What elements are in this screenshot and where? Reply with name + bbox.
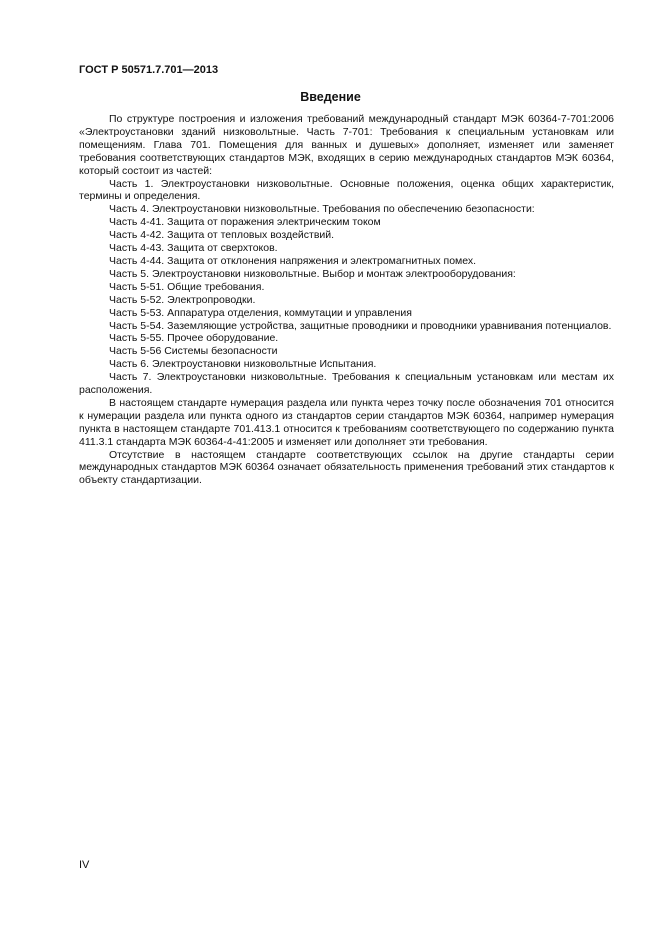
list-item: Часть 4-43. Защита от сверхтоков.	[109, 242, 278, 255]
list-item: Часть 7. Электроустановки низковольтные. Требования к специальным установкам или местам их расположения.	[79, 371, 614, 397]
list-item: Часть 4-41. Защита от поражения электрическим током	[109, 216, 381, 229]
list-item: Часть 5-53. Аппаратура отделения, коммутации и управления	[109, 306, 412, 319]
intro-paragraph: По структуре построения и изложения требований международный стандарт МЭК 60364-7-701:2006 «Электроустановки зданий низковольтные. Часть 7-701: Требования к специальным установкам или помещениям. Глава 701. Помещения для ванных и душевых» дополняет, изменяет или заменяет требования соответствующих стандартов МЭК, входящих в серию международных стандартов МЭК 60364, который состоит из частей:	[79, 113, 614, 177]
list-item: Часть 1. Электроустановки низковольтные. Основные положения, оценка общих характеристик, термины и определения.	[79, 177, 614, 203]
section-title: Введение	[300, 90, 361, 104]
list-item: Часть 5-51. Общие требования.	[109, 280, 265, 293]
list-item: Часть 4-42. Защита от тепловых воздействий.	[109, 229, 335, 242]
page-number: IV	[79, 859, 90, 871]
list-item: Часть 5. Электроустановки низковольтные. Выбор и монтаж электрооборудования:	[109, 267, 516, 280]
list-item: Часть 5-56 Системы безопасности	[109, 345, 278, 358]
numbering-paragraph: В настоящем стандарте нумерация раздела или пункта через точку после обозначения 701 относится к нумерации раздела или пункта одного из стандартов серии стандартов МЭК 60364, например нумерация пункта в настоящем стандарте 701.413.1 относится к требованиям соответствующего по содержанию пункта 411.3.1 стандарта МЭК 60364-4-41:2005 и изменяет или дополняет эти требования.	[79, 396, 614, 448]
references-paragraph: Отсутствие в настоящем стандарте соответствующих ссылок на другие стандарты серии международных стандартов МЭК 60364 означает обязательность применения требований этих стандартов к объекту стандартизации.	[79, 448, 614, 487]
list-item: Часть 6. Электроустановки низковольтные Испытания.	[109, 358, 377, 371]
list-item: Часть 5-54. Заземляющие устройства, защитные проводники и проводники уравнивания потенциалов.	[109, 319, 612, 332]
body-text	[79, 113, 614, 487]
list-item: Часть 5-52. Электропроводки.	[109, 293, 256, 306]
list-item: Часть 4-44. Защита от отклонения напряжения и электромагнитных помех.	[109, 254, 477, 267]
document-header: ГОСТ Р 50571.7.701—2013	[79, 64, 219, 76]
list-item: Часть 5-55. Прочее оборудование.	[109, 332, 279, 345]
list-item: Часть 4. Электроустановки низковольтные. Требования по обеспечению безопасности:	[109, 203, 535, 216]
